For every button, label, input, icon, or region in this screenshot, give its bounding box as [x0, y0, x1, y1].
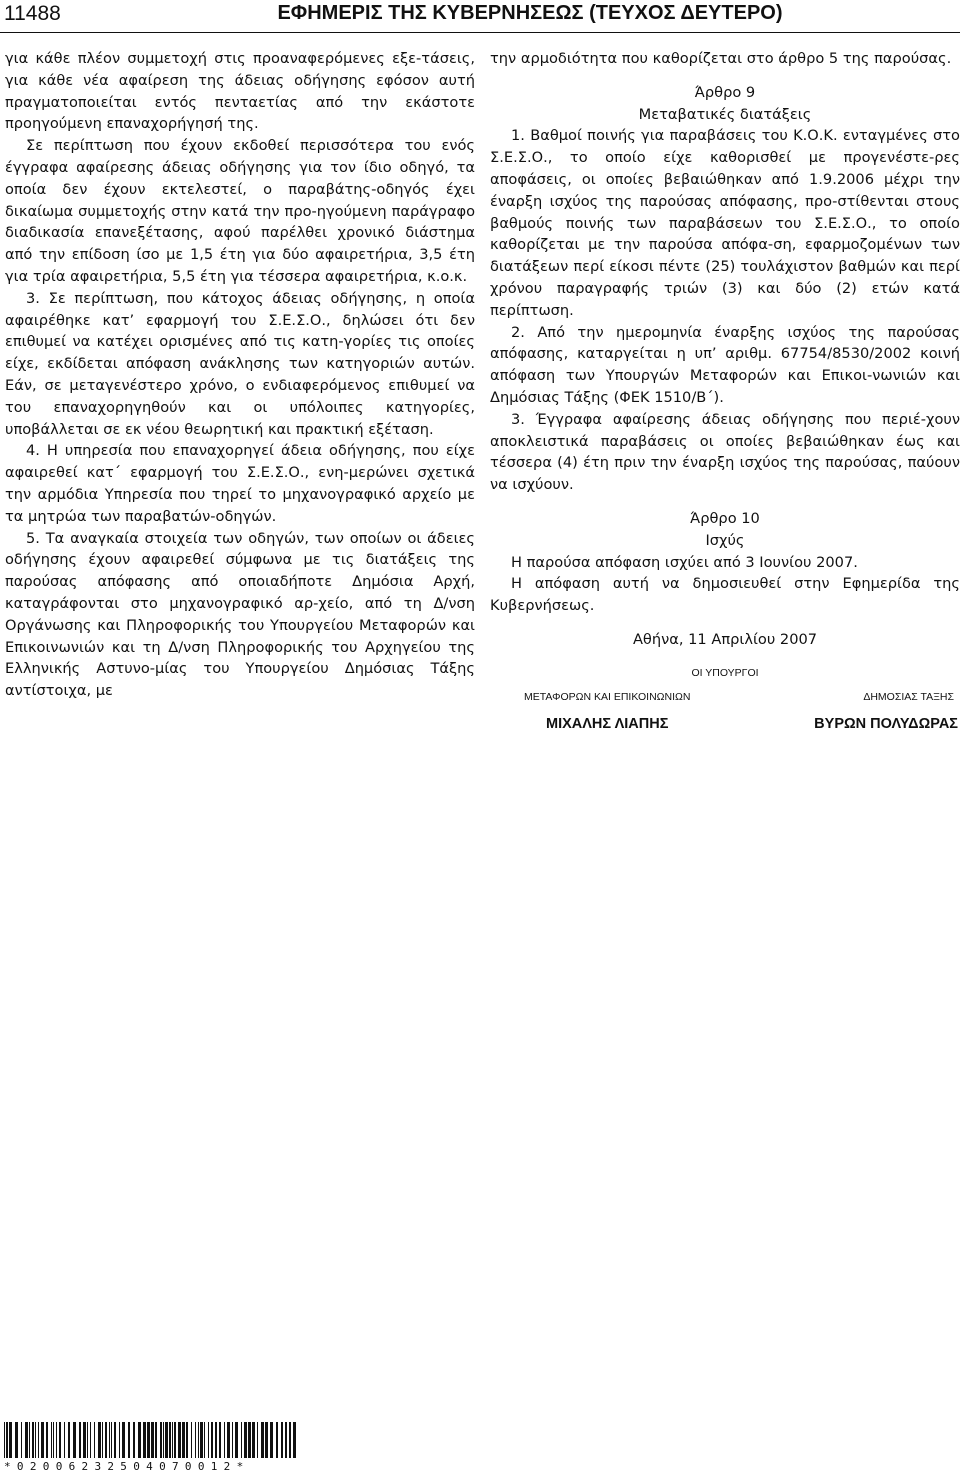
- article-9-paragraph-3: 3. Έγγραφα αφαίρεσης άδειας οδήγησης που περιέ-χουν αποκλειστικά παραβάσεις οι οποίες βεβαιώθηκαν έως και τέσσερα (4) έτη πριν την έναρξη ισχύος της παρούσας, παύουν να ισχύουν.: [490, 410, 960, 494]
- article-10-title: Άρθρο 10: [690, 509, 760, 527]
- page-header: [0, 0, 960, 33]
- right-column: [490, 48, 960, 736]
- signatory-names-row: [490, 714, 960, 736]
- journal-title: ΕΦΗΜΕΡΙΣ ΤΗΣ ΚΥΒΕΡΝΗΣΕΩΣ (ΤΕΥΧΟΣ ΔΕΥΤΕΡΟ): [277, 2, 783, 24]
- paragraph-continuation-right: την αρμοδιότητα που καθορίζεται στο άρθρο 5 της παρούσας.: [490, 50, 952, 67]
- paragraph-3: 3. Σε περίπτωση, που κάτοχος άδειας οδήγησης, η οποία αφαιρέθηκε κατ’ εφαρμογή του Σ.Ε.Σ.Ο., δηλώσει ότι δεν επιθυμεί να κατέχει ορισμένες από τις κατη-γορίες τις οποίες είχε, εκδίδεται απόφαση ανάκλησης των κατηγοριών αυτών. Εάν, σε μεταγενέστερο χρόνο, ο ενδιαφερόμενος επιθυμεί να του επαναχορηγηθούν και οι υπόλοιπες κατηγορίες, υποβάλλεται σε εκ νέου θεωρητική και πρακτική εξέταση.: [5, 289, 475, 438]
- paragraph-4: 4. Η υπηρεσία που επαναχορηγεί άδεια οδήγησης, που είχε αφαιρεθεί κατ΄ εφαρμογή του Σ.Ε.Σ.Ο., ενη-μερώνει σχετικά την αρμόδια Υπηρεσία που τηρεί το μηχανογραφικό αρχείο με τα μητρώα των παραβατών-οδηγών.: [5, 442, 475, 525]
- ministry-left: ΜΕΤΑΦΟΡΩΝ ΚΑΙ ΕΠΙΚΟΙΝΩΝΙΩΝ: [524, 690, 691, 703]
- paragraph-continuation: για κάθε πλέον συμμετοχή στις προαναφερόμενες εξε-τάσεις, για κάθε νέα αφαίρεση της άδειας οδήγησης εφόσον αυτή πραγματοποιείται εντός πενταετίας από την εκάστοτε προηγούμενη επαναχορήγησή της.: [5, 50, 475, 133]
- ministry-right: ΔΗΜΟΣΙΑΣ ΤΑΞΗΣ: [863, 690, 954, 703]
- place-date: Αθήνα, 11 Απριλίου 2007: [632, 630, 818, 648]
- article-10-paragraph-2: Η απόφαση αυτή να δημοσιευθεί στην Εφημερίδα της Κυβερνήσεως.: [490, 575, 960, 615]
- article-10-subtitle: Ισχύς: [705, 531, 745, 549]
- article-9-paragraph-2: 2. Από την ημερομηνία έναρξης ισχύος της παρούσας απόφασης, καταργείται η υπ’ αριθμ. 67754/8530/2002 κοινή απόφαση των Υπουργών Μεταφορών και Επικοι-νωνιών και Δημόσιας Τάξης (ΦΕΚ 1510/Β΄).: [490, 323, 960, 406]
- article-9-title: Άρθρο 9: [694, 83, 756, 101]
- article-9-subtitle: Μεταβατικές διατάξεις: [638, 105, 812, 123]
- signatory-left: ΜΙΧΑΛΗΣ ΛΙΑΠΗΣ: [546, 716, 669, 733]
- ministries-row: [490, 687, 960, 709]
- paragraph-5: 5. Τα αναγκαία στοιχεία των οδηγών, των οποίων οι άδειες οδήγησης έχουν αφαιρεθεί σύμφωνα με τις διατάξεις της παρούσας απόφασης από οποιαδήποτε Δημόσια Αρχή, καταγράφονται στο μηχανογραφικό αρ-χείο, από τη Δ/νση Οργάνωσης και Πληροφορικής του Υπουργείου Μεταφορών και Επικοινωνιών και τη Δ/νση Πληροφορικής του Αρχηγείου της Ελληνικής Αστυνο-μίας του Υπουργείου Δημόσιας Τάξης αντίστοιχα, με: [5, 529, 475, 700]
- article-10-paragraph-1: Η παρούσα απόφαση ισχύει από 3 Ιουνίου 2007.: [511, 553, 858, 571]
- left-column: [5, 48, 475, 702]
- ministers-title: ΟΙ ΥΠΟΥΡΓΟΙ: [691, 666, 759, 679]
- signature-block: [490, 663, 960, 709]
- barcode-image: [4, 1422, 300, 1458]
- signatory-right: ΒΥΡΩΝ ΠΟΛΥΔΩΡΑΣ: [814, 716, 958, 733]
- page-number: 11488: [4, 2, 61, 25]
- article-9-paragraph-1: 1. Βαθμοί ποινής για παραβάσεις του Κ.Ο.Κ. ενταγμένες στο Σ.Ε.Σ.Ο., το οποίο είχε καθορισθεί με προγενέστε-ρες αποφάσεις, οι οποίες βεβαιώθηκαν από 1.9.2006 μέχρι την έναρξη ισχύος της παρούσας απόφασης, προ-στίθενται στους βαθμούς ποινής των παραβάσεων του Σ.Ε.Σ.Ο., το οποίο καθορίζεται με την παρούσα απόφα-ση, εφαρμοζομένων των διατάξεων περί είκοσι πέντε (25) τουλάχιστον βαθμών και περί χρόνου παραγραφής τριών (3) και δύο (2) ετών κατά περίπτωση.: [490, 127, 960, 319]
- paragraph-multiple-documents: Σε περίπτωση που έχουν εκδοθεί περισσότερα του ενός έγγραφα αφαίρεσης άδειας οδήγησης για τον ίδιο οδηγό, τα οποία δεν έχουν εκτελεστεί, ο παραβάτης-οδηγός έχει δικαίωμα συμμετοχής στην κατά την προ-ηγούμενη παράγραφο διαδικασία επανεξέτασης, αφού παρέλθει χρονικό διάστημα από την επίδοση ίσο με 1,5 έτη για δύο αφαιρετήρια, 3,5 έτη για τρία αφαιρετήρια, 5,5 έτη για τέσσερα αφαιρετήρια, κ.ο.κ.: [5, 137, 475, 285]
- barcode-digits: *02006232504070012*: [4, 1460, 250, 1473]
